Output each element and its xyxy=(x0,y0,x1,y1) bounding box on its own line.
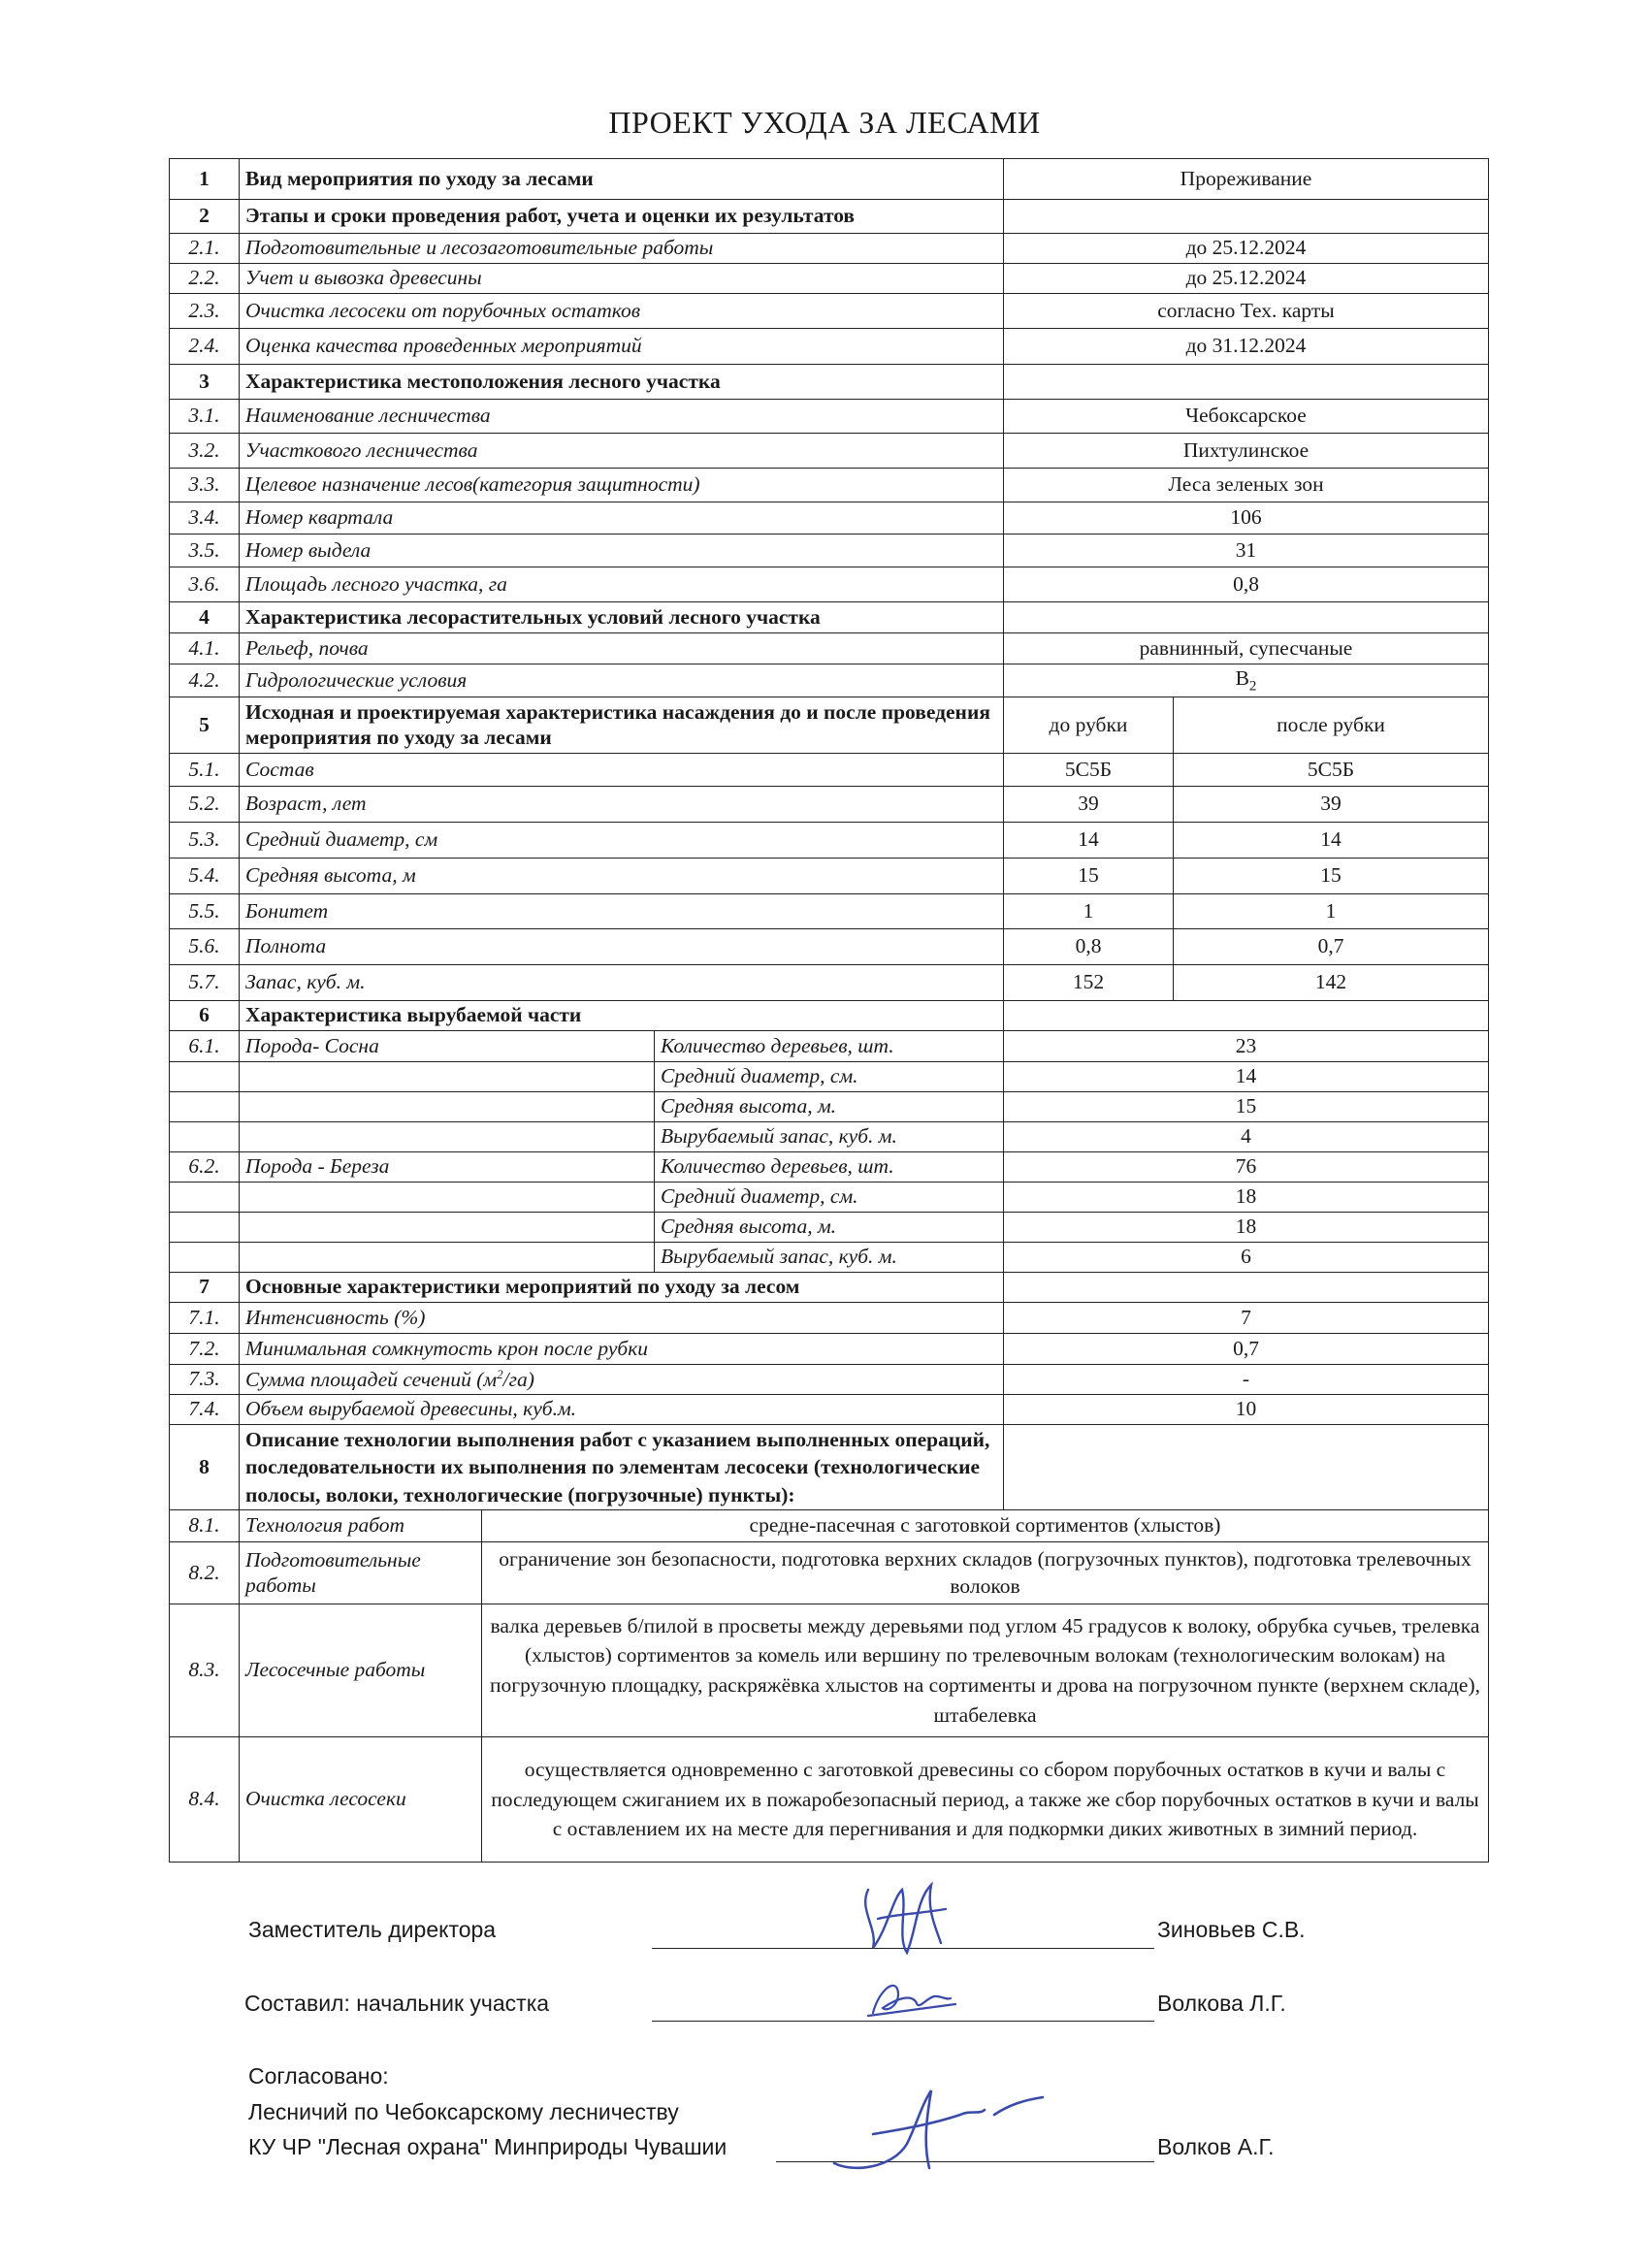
row-number: 3.5. xyxy=(170,535,240,567)
row-2-2 xyxy=(170,264,1489,294)
row-3-2 xyxy=(170,434,1489,469)
row-number: 3 xyxy=(170,365,240,400)
label-part: /га) xyxy=(502,1367,534,1391)
row-label: Основные характеристики мероприятий по уходу за лесом xyxy=(240,1273,1004,1303)
row-8-4 xyxy=(170,1737,1489,1863)
row-5-2 xyxy=(170,787,1489,823)
row-value xyxy=(1004,602,1489,633)
row-number: 7.2. xyxy=(170,1334,240,1365)
row-number: 3.1. xyxy=(170,400,240,434)
row-3-5 xyxy=(170,535,1489,567)
row-value: 10 xyxy=(1004,1395,1489,1425)
row-5-7 xyxy=(170,965,1489,1001)
row-value: до 25.12.2024 xyxy=(1004,234,1489,264)
row-number: 2.1. xyxy=(170,234,240,264)
row-number: 7.3. xyxy=(170,1365,240,1395)
row-label: Средняя высота, м xyxy=(240,859,1004,894)
row-7-4 xyxy=(170,1395,1489,1425)
row-number: 5.5. xyxy=(170,894,240,929)
row-number: 5.3. xyxy=(170,823,240,859)
column-header-before: до рубки xyxy=(1004,697,1174,754)
row-value: 0,8 xyxy=(1004,567,1489,602)
row-value: согласно Тех. карты xyxy=(1004,294,1489,329)
item-label: Средняя высота, м. xyxy=(655,1213,1004,1243)
row-label: Площадь лесного участка, га xyxy=(240,567,1004,602)
row-number: 2.2. xyxy=(170,264,240,294)
row-number: 4.2. xyxy=(170,664,240,697)
row-2 xyxy=(170,200,1489,234)
row-6-2 xyxy=(170,1152,1489,1183)
row-value: до 31.12.2024 xyxy=(1004,329,1489,365)
row-number: 8.2. xyxy=(170,1542,240,1604)
agreed-position-line-1: Лесничий по Чебоксарскому лесничеству xyxy=(248,2099,679,2124)
row-7-3 xyxy=(170,1365,1489,1395)
row-value: валка деревьев б/пилой в просветы между деревьями под углом 45 градусов к волоку, обрубка сучьев, трелевка (хлыстов) сортиментов за комель или вершину по трелевочным волокам (технологическим волокам) на погрузочную площадку, раскряжёвка хлыстов на сортименты и дрова на погрузочном пункте (верхнем складе), штабелевка xyxy=(482,1604,1489,1737)
row-6-1 xyxy=(170,1031,1489,1062)
row-label: Рельеф, почва xyxy=(240,633,1004,664)
row-label: Номер квартала xyxy=(240,502,1004,535)
row-label: Средний диаметр, см xyxy=(240,823,1004,859)
row-value: Чебоксарское xyxy=(1004,400,1489,434)
document-title: ПРОЕКТ УХОДА ЗА ЛЕСАМИ xyxy=(608,105,1041,140)
row-label: Учет и вывозка древесины xyxy=(240,264,1004,294)
row-6-2-b xyxy=(170,1183,1489,1213)
row-label: Подготовительные работы xyxy=(240,1542,482,1604)
value-after: 142 xyxy=(1174,965,1489,1001)
row-number: 4 xyxy=(170,602,240,633)
value-after: 39 xyxy=(1174,787,1489,823)
row-6-2-c xyxy=(170,1213,1489,1243)
row-value: - xyxy=(1004,1365,1489,1395)
agreed-position-line-2: КУ ЧР "Лесная охрана" Минприроды Чувашии xyxy=(248,2134,728,2159)
row-6 xyxy=(170,1001,1489,1031)
row-number: 3.2. xyxy=(170,434,240,469)
species-label: Порода - Береза xyxy=(240,1152,655,1183)
item-value: 15 xyxy=(1004,1092,1489,1122)
hydro-class-index: 2 xyxy=(1248,677,1257,694)
row-6-2-d xyxy=(170,1243,1489,1273)
row-label: Этапы и сроки проведения работ, учета и оценки их результатов xyxy=(240,200,1004,234)
row-number: 1 xyxy=(170,159,240,200)
compiler-signature-icon xyxy=(858,1969,965,2027)
row-5-6 xyxy=(170,929,1489,965)
row-value xyxy=(1004,664,1489,697)
item-label: Количество деревьев, шт. xyxy=(655,1031,1004,1062)
agreed-name: Волков А.Г. xyxy=(1157,2134,1275,2159)
value-before: 39 xyxy=(1004,787,1174,823)
row-3 xyxy=(170,365,1489,400)
row-label: Целевое назначение лесов(категория защитности) xyxy=(240,469,1004,502)
row-label: Наименование лесничества xyxy=(240,400,1004,434)
row-value: 0,7 xyxy=(1004,1334,1489,1365)
row-label: Подготовительные и лесозаготовительные работы xyxy=(240,234,1004,264)
row-number: 7 xyxy=(170,1273,240,1303)
row-value: Прореживание xyxy=(1004,159,1489,200)
row-number: 7.4. xyxy=(170,1395,240,1425)
row-value xyxy=(1004,200,1489,234)
row-label: Участкового лесничества xyxy=(240,434,1004,469)
row-number: 5.7. xyxy=(170,965,240,1001)
label-part: Сумма площадей сечений (м xyxy=(245,1367,498,1391)
row-number: 8.1. xyxy=(170,1510,240,1542)
row-7 xyxy=(170,1273,1489,1303)
item-label: Средний диаметр, см. xyxy=(655,1183,1004,1213)
row-value: 31 xyxy=(1004,535,1489,567)
row-3-1 xyxy=(170,400,1489,434)
row-label: Гидрологические условия xyxy=(240,664,1004,697)
row-value: Леса зеленых зон xyxy=(1004,469,1489,502)
hydro-class: В xyxy=(1235,665,1249,690)
item-value: 76 xyxy=(1004,1152,1489,1183)
row-number: 6.2. xyxy=(170,1152,240,1183)
row-value: Пихтулинское xyxy=(1004,434,1489,469)
row-value: 7 xyxy=(1004,1303,1489,1334)
row-label: Характеристика местоположения лесного участка xyxy=(240,365,1004,400)
row-label: Технология работ xyxy=(240,1510,482,1542)
row-value: осуществляется одновременно с заготовкой древесины со сбором порубочных остатков в кучи и валы с последующем сжиганием их в пожаробезопасный период, а также же сбор порубочных остатков в кучи и валы с оставлением их на месте для перегнивания и для подкормки диких животных в зимний период. xyxy=(482,1737,1489,1863)
item-value: 18 xyxy=(1004,1213,1489,1243)
row-8-1 xyxy=(170,1510,1489,1542)
row-3-4 xyxy=(170,502,1489,535)
item-value: 23 xyxy=(1004,1031,1489,1062)
label-superscript: 2 xyxy=(497,1366,503,1381)
deputy-signature-icon xyxy=(849,1870,965,1967)
item-value: 6 xyxy=(1004,1243,1489,1273)
species-label: Порода- Сосна xyxy=(240,1031,655,1062)
item-value: 18 xyxy=(1004,1183,1489,1213)
item-label: Средний диаметр, см. xyxy=(655,1062,1004,1092)
row-number: 6.1. xyxy=(170,1031,240,1062)
row-number: 6 xyxy=(170,1001,240,1031)
value-after: 5С5Б xyxy=(1174,754,1489,787)
row-number: 2 xyxy=(170,200,240,234)
row-2-1 xyxy=(170,234,1489,264)
row-number: 7.1. xyxy=(170,1303,240,1334)
item-label: Средняя высота, м. xyxy=(655,1092,1004,1122)
row-label: Характеристика лесорастительных условий лесного участка xyxy=(240,602,1004,633)
row-number: 3.3. xyxy=(170,469,240,502)
deputy-name: Зиновьев С.В. xyxy=(1157,1917,1306,1942)
row-label: Оценка качества проведенных мероприятий xyxy=(240,329,1004,365)
item-value: 14 xyxy=(1004,1062,1489,1092)
compiler-name: Волкова Л.Г. xyxy=(1157,1991,1286,2016)
row-number: 3.6. xyxy=(170,567,240,602)
column-header-after: после рубки xyxy=(1174,697,1489,754)
value-after: 15 xyxy=(1174,859,1489,894)
row-value: равнинный, супесчаные xyxy=(1004,633,1489,664)
row-2-3 xyxy=(170,294,1489,329)
row-label: Полнота xyxy=(240,929,1004,965)
row-label: Характеристика вырубаемой части xyxy=(240,1001,1004,1031)
row-label: Объем вырубаемой древесины, куб.м. xyxy=(240,1395,1004,1425)
row-label: Лесосечные работы xyxy=(240,1604,482,1737)
row-6-1-d xyxy=(170,1122,1489,1152)
row-8 xyxy=(170,1425,1489,1510)
value-before: 14 xyxy=(1004,823,1174,859)
value-after: 0,7 xyxy=(1174,929,1489,965)
row-5-5 xyxy=(170,894,1489,929)
row-5-1 xyxy=(170,754,1489,787)
row-label: Состав xyxy=(240,754,1004,787)
row-label: Вид мероприятия по уходу за лесами xyxy=(240,159,1004,200)
row-value: до 25.12.2024 xyxy=(1004,264,1489,294)
row-4 xyxy=(170,602,1489,633)
row-value xyxy=(1004,365,1489,400)
row-5 xyxy=(170,697,1489,754)
row-4-2 xyxy=(170,664,1489,697)
value-before: 5С5Б xyxy=(1004,754,1174,787)
item-label: Вырубаемый запас, куб. м. xyxy=(655,1243,1004,1273)
row-8-2 xyxy=(170,1542,1489,1604)
row-label: Запас, куб. м. xyxy=(240,965,1004,1001)
row-3-3 xyxy=(170,469,1489,502)
row-label: Возраст, лет xyxy=(240,787,1004,823)
agreed-signature-icon xyxy=(815,2076,1067,2183)
row-6-1-b xyxy=(170,1062,1489,1092)
row-value xyxy=(1004,1273,1489,1303)
row-label: Минимальная сомкнутость крон после рубки xyxy=(240,1334,1004,1365)
row-number: 5.1. xyxy=(170,754,240,787)
row-label: Бонитет xyxy=(240,894,1004,929)
row-1 xyxy=(170,159,1489,200)
value-after: 1 xyxy=(1174,894,1489,929)
value-before: 15 xyxy=(1004,859,1174,894)
row-number: 8 xyxy=(170,1425,240,1510)
row-label: Описание технологии выполнения работ с указанием выполненных операций, последовательности их выполнения по элементам лесосеки (технологические полосы, волоки, технологические (погрузочные) пункты): xyxy=(240,1425,1004,1510)
row-label: Интенсивность (%) xyxy=(240,1303,1004,1334)
row-7-2 xyxy=(170,1334,1489,1365)
row-8-3 xyxy=(170,1604,1489,1737)
project-table xyxy=(169,158,1489,1863)
row-5-4 xyxy=(170,859,1489,894)
row-number: 2.4. xyxy=(170,329,240,365)
row-number: 8.3. xyxy=(170,1604,240,1737)
row-number: 5.4. xyxy=(170,859,240,894)
row-label: Очистка лесосеки xyxy=(240,1737,482,1863)
row-value: 106 xyxy=(1004,502,1489,535)
row-value: средне-пасечная с заготовкой сортиментов (хлыстов) xyxy=(482,1510,1489,1542)
row-number: 3.4. xyxy=(170,502,240,535)
row-3-6 xyxy=(170,567,1489,602)
compiler-role: Составил: начальник участка xyxy=(244,1991,550,2016)
row-7-1 xyxy=(170,1303,1489,1334)
deputy-role: Заместитель директора xyxy=(248,1917,497,1942)
item-label: Количество деревьев, шт. xyxy=(655,1152,1004,1183)
value-after: 14 xyxy=(1174,823,1489,859)
value-before: 152 xyxy=(1004,965,1174,1001)
row-5-3 xyxy=(170,823,1489,859)
row-label: Исходная и проектируемая характеристика насаждения до и после проведения мероприятия по уходу за лесами xyxy=(240,697,1004,754)
row-label xyxy=(240,1365,1004,1395)
row-4-1 xyxy=(170,633,1489,664)
item-value: 4 xyxy=(1004,1122,1489,1152)
value-before: 1 xyxy=(1004,894,1174,929)
row-value xyxy=(1004,1425,1489,1510)
row-number: 8.4. xyxy=(170,1737,240,1863)
row-value: ограничение зон безопасности, подготовка верхних складов (погрузочных пунктов), подготовка трелевочных волоков xyxy=(482,1542,1489,1604)
agreed-heading: Согласовано: xyxy=(248,2063,389,2089)
row-6-1-c xyxy=(170,1092,1489,1122)
row-number: 2.3. xyxy=(170,294,240,329)
row-number: 5 xyxy=(170,697,240,754)
row-number: 5.6. xyxy=(170,929,240,965)
row-number: 4.1. xyxy=(170,633,240,664)
row-label: Номер выдела xyxy=(240,535,1004,567)
row-number: 5.2. xyxy=(170,787,240,823)
row-value xyxy=(1004,1001,1489,1031)
row-label: Очистка лесосеки от порубочных остатков xyxy=(240,294,1004,329)
row-2-4 xyxy=(170,329,1489,365)
item-label: Вырубаемый запас, куб. м. xyxy=(655,1122,1004,1152)
value-before: 0,8 xyxy=(1004,929,1174,965)
